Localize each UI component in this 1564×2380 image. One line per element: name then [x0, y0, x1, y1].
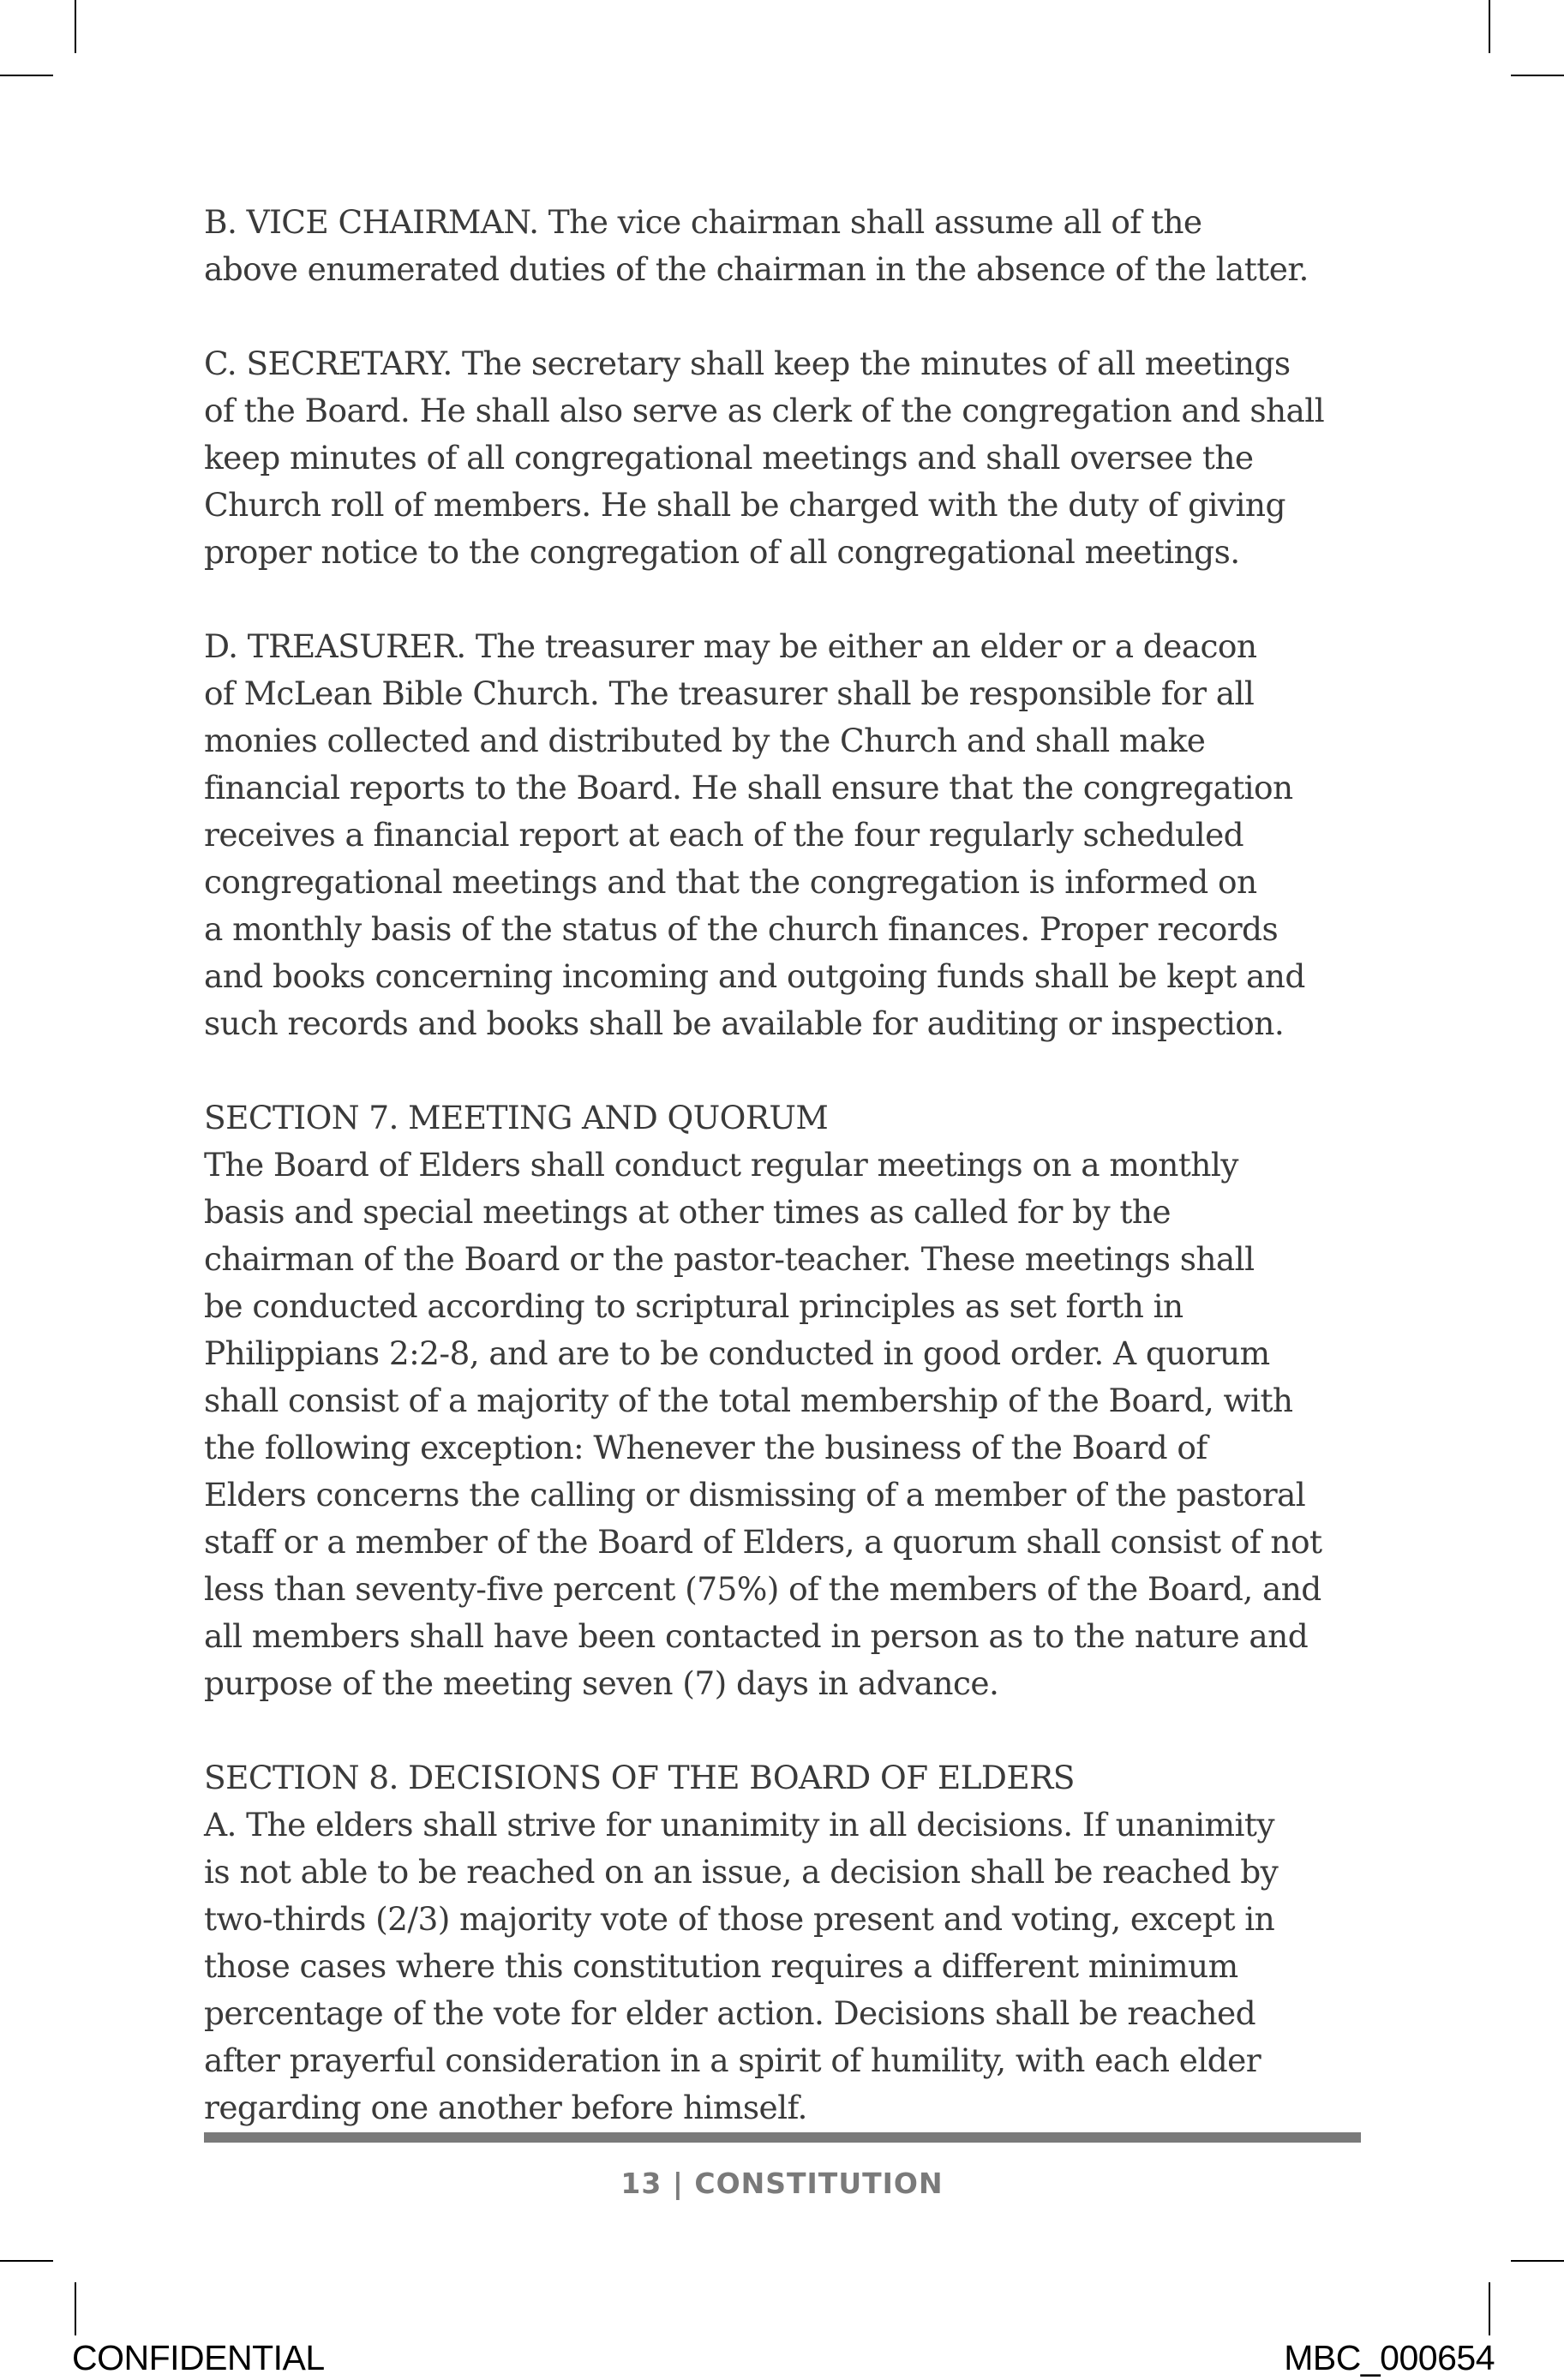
text-line: those cases where this constitution requires a different minimum: [204, 1947, 1238, 1985]
crop-mark-bottom-right-vertical: [1489, 2282, 1490, 2335]
crop-mark-top-right-horizontal: [1511, 75, 1564, 76]
text-line: keep minutes of all congregational meetings and shall oversee the: [204, 439, 1254, 477]
crop-mark-top-right-vertical: [1489, 0, 1490, 53]
section-7-meeting-and-quorum: [204, 1094, 1387, 1707]
text-line: of the Board. He shall also serve as clerk of the congregation and shall: [204, 392, 1325, 429]
footer-divider-rule: [204, 2132, 1361, 2143]
text-line: Elders concerns the calling or dismissing of a member of the pastoral: [204, 1476, 1306, 1514]
text-line: staff or a member of the Board of Elders, a quorum shall consist of not: [204, 1523, 1322, 1561]
text-line: be conducted according to scriptural principles as set forth in: [204, 1287, 1183, 1325]
section-8-decisions: [204, 1754, 1387, 2131]
text-line: proper notice to the congregation of all congregational meetings.: [204, 533, 1240, 571]
paragraph-secretary: [204, 340, 1387, 576]
section-heading: SECTION 8. DECISIONS OF THE BOARD OF ELDERS: [204, 1759, 1075, 1796]
text-line: is not able to be reached on an issue, a decision shall be reached by: [204, 1853, 1279, 1891]
text-line: chairman of the Board or the pastor-teacher. These meetings shall: [204, 1240, 1255, 1278]
text-line: percentage of the vote for elder action. Decisions shall be reached: [204, 1994, 1255, 2032]
confidential-stamp: CONFIDENTIAL: [72, 2338, 325, 2377]
text-line: D. TREASURER. The treasurer may be either an elder or a deacon: [204, 627, 1257, 665]
text-line: less than seventy-five percent (75%) of the members of the Board, and: [204, 1570, 1321, 1608]
section-heading: SECTION 7. MEETING AND QUORUM: [204, 1099, 829, 1136]
text-line: receives a financial report at each of the four regularly scheduled: [204, 816, 1244, 854]
crop-mark-bottom-left-vertical: [75, 2282, 76, 2335]
crop-mark-bottom-right-horizontal: [1511, 2260, 1564, 2262]
bates-number-stamp: MBC_000654: [1284, 2338, 1495, 2377]
crop-mark-bottom-left-horizontal: [0, 2260, 53, 2262]
text-line: and books concerning incoming and outgoing funds shall be kept and: [204, 957, 1305, 995]
paragraph-treasurer: [204, 623, 1387, 1047]
text-line: two-thirds (2/3) majority vote of those present and voting, except in: [204, 1900, 1275, 1938]
text-line: shall consist of a majority of the total membership of the Board, with: [204, 1382, 1293, 1419]
paragraph-vice-chairman: [204, 199, 1387, 293]
text-line: financial reports to the Board. He shall ensure that the congregation: [204, 769, 1293, 806]
crop-mark-top-left-horizontal: [0, 75, 53, 76]
text-line: The Board of Elders shall conduct regular meetings on a monthly: [204, 1146, 1238, 1184]
crop-mark-top-left-vertical: [75, 0, 76, 53]
text-line: Church roll of members. He shall be charged with the duty of giving: [204, 486, 1285, 524]
text-line: of McLean Bible Church. The treasurer shall be responsible for all: [204, 674, 1255, 712]
text-line: purpose of the meeting seven (7) days in advance.: [204, 1664, 999, 1702]
page-footer-label: 13 | CONSTITUTION: [620, 2167, 944, 2200]
text-line: congregational meetings and that the congregation is informed on: [204, 863, 1257, 901]
text-line: regarding one another before himself.: [204, 2089, 807, 2126]
text-line: Philippians 2:2-8, and are to be conducted in good order. A quorum: [204, 1334, 1270, 1372]
text-line: such records and books shall be available for auditing or inspection.: [204, 1004, 1285, 1042]
text-line: the following exception: Whenever the business of the Board of: [204, 1429, 1207, 1466]
text-line: all members shall have been contacted in person as to the nature and: [204, 1617, 1309, 1655]
document-body: [204, 199, 1387, 2179]
text-line: after prayerful consideration in a spirit of humility, with each elder: [204, 2041, 1261, 2079]
text-line: monies collected and distributed by the Church and shall make: [204, 722, 1206, 759]
text-line: C. SECRETARY. The secretary shall keep the minutes of all meetings: [204, 345, 1291, 382]
text-line: a monthly basis of the status of the church finances. Proper records: [204, 910, 1279, 948]
text-line: basis and special meetings at other times as called for by the: [204, 1193, 1172, 1231]
text-line: above enumerated duties of the chairman in the absence of the latter.: [204, 250, 1309, 288]
text-line: B. VICE CHAIRMAN. The vice chairman shall assume all of the: [204, 203, 1202, 241]
text-line: A. The elders shall strive for unanimity in all decisions. If unanimity: [204, 1806, 1274, 1843]
